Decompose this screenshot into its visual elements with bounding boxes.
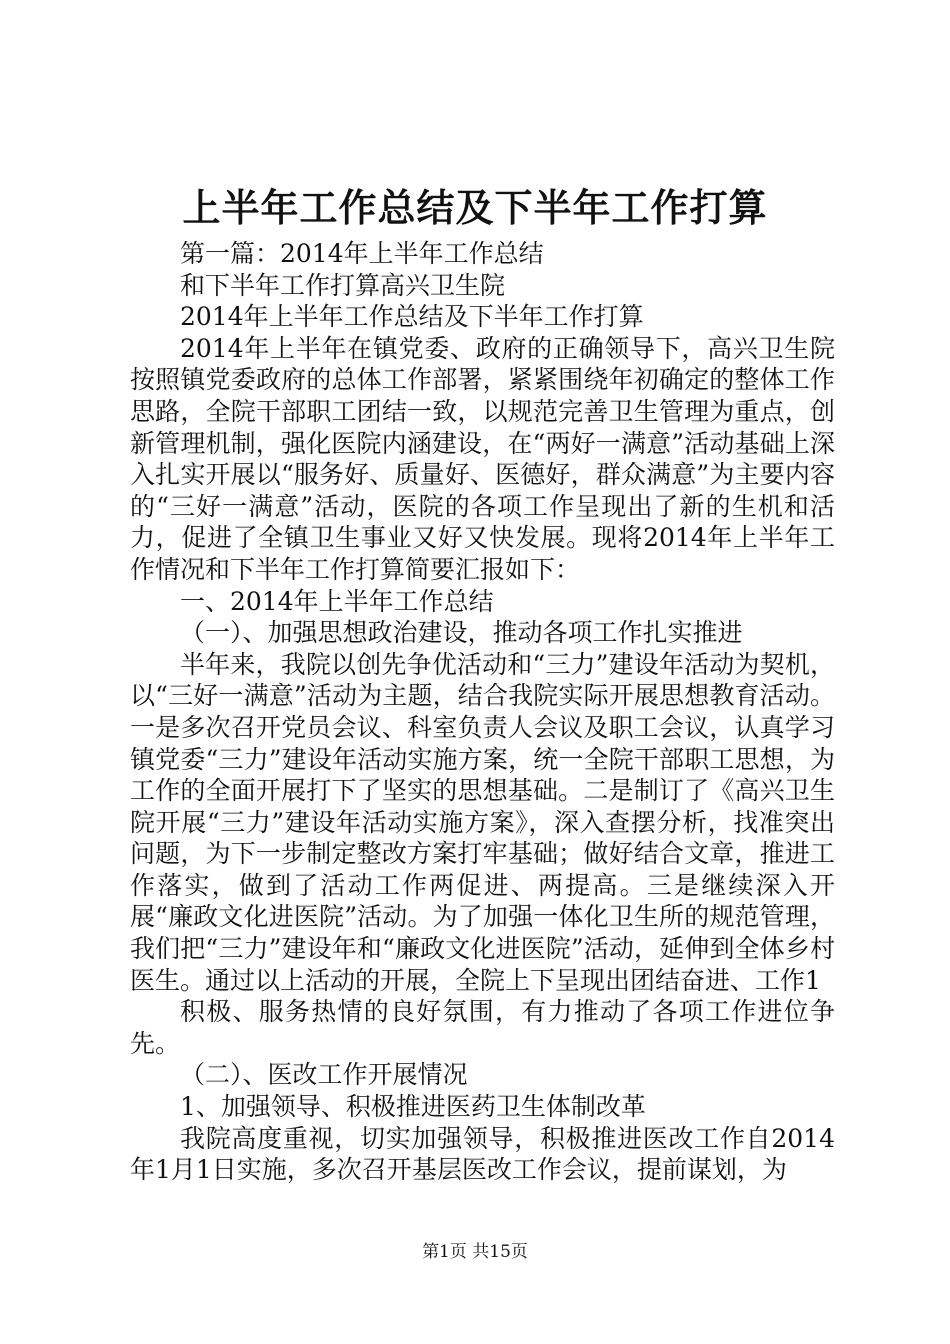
section-heading-part2: 和下半年工作打算高兴卫生院 <box>180 270 506 300</box>
ideology-paragraph: 半年来，我院以创先争优活动和“三力”建设年活动为契机，以“三好一满意”活动为主题，结合我院实际开展思想教育活动。一是多次召开党员会议、科室负责人会议及职工会议，认真学习镇党委“三力”建设年活动实施方案，统一全院干部职工思想，为工作的全面开展打下了坚实的思想基础。二是制订了《高兴卫生院开展“三力”建设年活动实施方案》，深入查摆分析，找准突出问题，为下一步制定整改方案打牢基础；做好结合文章，推进工作落实，做到了活动工作两促进、两提高。三是继续深入开展“廉政文化进医院”活动。为了加强一体化卫生所的规范管理，我们把“三力”建设年和“廉政文化进医院”活动，延伸到全体乡村医生。通过以上活动的开展，全院上下呈现出团结奋进、工作1 <box>130 649 835 995</box>
section-heading-part1: 第一篇：2014年上半年工作总结 <box>180 239 544 268</box>
subheading-medical-reform: （二）、医改工作开展情况 <box>180 1060 468 1090</box>
item-leadership: 1、加强领导、积极推进医药卫生体制改革 <box>180 1092 646 1122</box>
document-title: 上半年工作总结及下半年工作打算 <box>182 185 768 230</box>
heading-first-half-summary: 一、2014年上半年工作总结 <box>180 586 494 616</box>
document-body <box>130 238 835 1186</box>
subheading-ideology: （一）、加强思想政治建设，推动各项工作扎实推进 <box>180 618 743 648</box>
page-number-footer: 第1页 共15页 <box>422 1242 528 1262</box>
ideology-paragraph-continued: 积极、服务热情的良好氛围，有力推动了各项工作进位争先。 <box>130 997 835 1058</box>
report-title: 2014年上半年工作总结及下半年工作打算 <box>180 302 644 332</box>
intro-paragraph: 2014年上半年在镇党委、政府的正确领导下，高兴卫生院按照镇党委政府的总体工作部署，紧紧围绕年初确定的整体工作思路，全院干部职工团结一致，以规范完善卫生管理为重点，创新管理机制，强化医院内涵建设，在“两好一满意”活动基础上深入扎实开展以“服务好、质量好、医德好，群众满意”为主要内容的“三好一满意”活动，医院的各项工作呈现出了新的生机和活力，促进了全镇卫生事业又好又快发展。现将2014年上半年工作情况和下半年工作打算简要汇报如下： <box>130 333 835 584</box>
reform-paragraph: 我院高度重视，切实加强领导，积极推进医改工作自2014年1月1日实施，多次召开基层医改工作会议，提前谋划，为 <box>130 1123 835 1185</box>
